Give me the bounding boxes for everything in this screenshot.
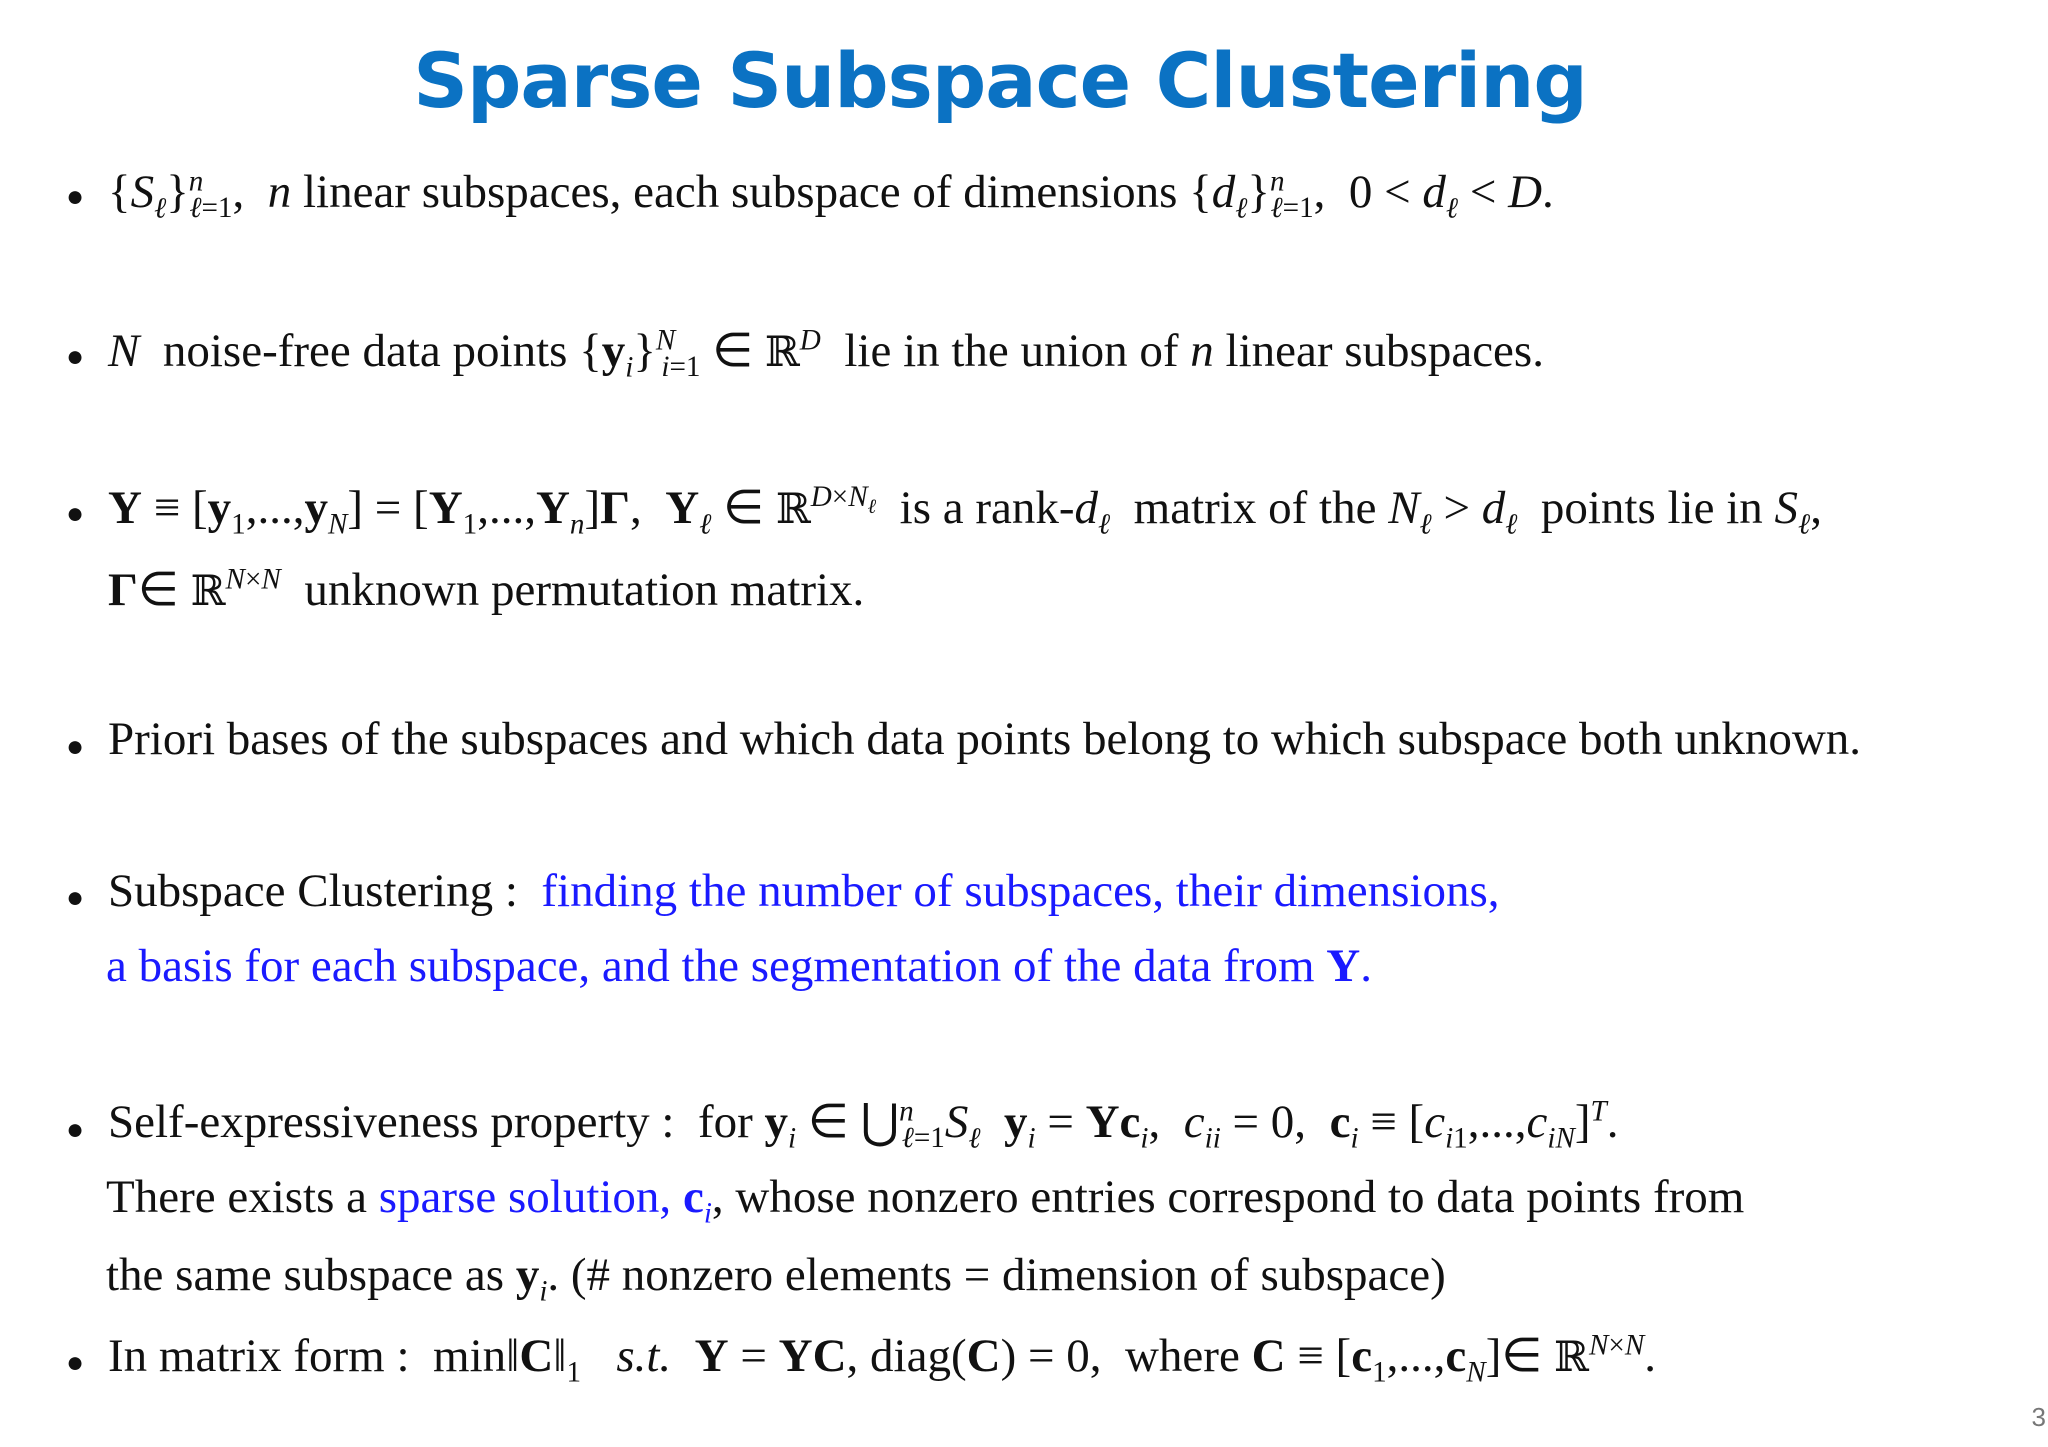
bullet-6-for: for (697, 1096, 753, 1148)
bullet-7-label: In matrix form : (108, 1330, 410, 1382)
bullet-3-line-1: $Y \equiv [y_1,...,y_N] = [Y_1,...,Y_n]\Gamma$, $Y_\ell$ ∈ ℝ$^{D\times N_\ell}$ is a rank-$d_\ell$ matrix of the $N_\ell > d_\ell$ points lie in $S_\ell$, (108, 481, 1822, 541)
bullet-6-line-2: There exists a sparse solution, $c_i$, whose nonzero entries correspond to data points from (106, 1171, 1745, 1230)
bullet-5-line-1 (108, 864, 1500, 918)
bullet-6-line2-a: There exists a (106, 1171, 368, 1223)
bullet-dot: ● (66, 340, 85, 373)
bullet-7-st: s.t. (616, 1330, 672, 1382)
bullet-6-line2-b: , whose nonzero entries correspond to data points from (711, 1171, 1745, 1223)
bullet-6-line-3: the same subspace as $y_i$. (# nonzero elements = dimension of subspace) (106, 1249, 1446, 1308)
bullet-6-line3-b: . (# nonzero elements = dimension of subspace) (547, 1249, 1446, 1301)
bullet-3-text-b: matrix of the (1133, 482, 1377, 534)
bullet-1: $\{S_\ell\}^n_{\ell=1}$, n linear subspaces, each subspace of dimensions $\{d_\ell\}^n_{\ell=1}$, $0 < d_\ell < D$. (108, 165, 1554, 225)
bullet-2-text-a: noise-free data points (162, 325, 568, 377)
bullet-dot: ● (66, 730, 85, 763)
bullet-3-line-2: Γ∈ ℝ$^{N\times N}$ unknown permutation matrix. (108, 563, 865, 616)
bullet-3-text-d: unknown permutation matrix. (304, 564, 865, 616)
bullet-5-blue-2: a basis for each subspace, and the segmentation of the data from (106, 940, 1315, 992)
bullet-dot: ● (66, 1346, 85, 1379)
page-number: 3 (2031, 1402, 2046, 1432)
bullet-dot: ● (66, 497, 85, 530)
bullet-7-diag: diag( (870, 1330, 967, 1382)
page-title: Sparse Subspace Clustering (413, 36, 1587, 125)
bullet-5-label: Subspace Clustering : (108, 865, 518, 917)
bullet-6-label: Self-expressiveness property : (108, 1096, 675, 1148)
bullet-6-line3-a: the same subspace as (106, 1249, 505, 1301)
bullet-6-line2-blue: sparse solution, (378, 1171, 672, 1223)
bullet-7: In matrix form : $\min‖C‖_1$ s.t. Y = YC, diag(C) = 0, where $C \equiv [c_1,...,c_N]\in$ ℝ$^{N\times N}$. (108, 1329, 1656, 1389)
bullet-dot: ● (66, 1113, 85, 1146)
bullet-1-text: linear subspaces, each subspace of dimensions (302, 166, 1178, 218)
bullet-2-text-c: linear subspaces. (1225, 325, 1544, 377)
bullet-5-line-2: a basis for each subspace, and the segmentation of the data from Y. (106, 940, 1372, 992)
bullet-dot: ● (66, 881, 85, 914)
bullet-dot: ● (66, 180, 85, 213)
bullet-7-where: where (1124, 1330, 1240, 1382)
bullet-3-text-a: is a rank- (899, 482, 1075, 534)
bullet-2: N noise-free data points $\{y_i\}^N_{i=1}$ ∈ ℝ$^D$ lie in the union of n linear subspaces. (108, 324, 1544, 384)
bullet-4: Priori bases of the subspaces and which data points belong to which subspace both unknown. (108, 713, 1862, 765)
bullet-7-min: min (433, 1330, 507, 1382)
bullet-2-text-b: lie in the union of (844, 325, 1179, 377)
bullet-6-line-1: Self-expressiveness property : for $y_i$ ∈ $⋃^n_{\ell=1}S_\ell$ $y_i = Yc_i$, $c_{ii} = 0$, $c_i \equiv [c_{i1},...,c_{iN}]^T$. (108, 1095, 1619, 1155)
bullet-5-blue-1: finding the number of subspaces, their dimensions, (541, 865, 1500, 917)
bullet-3-text-c: points lie in (1540, 482, 1763, 534)
